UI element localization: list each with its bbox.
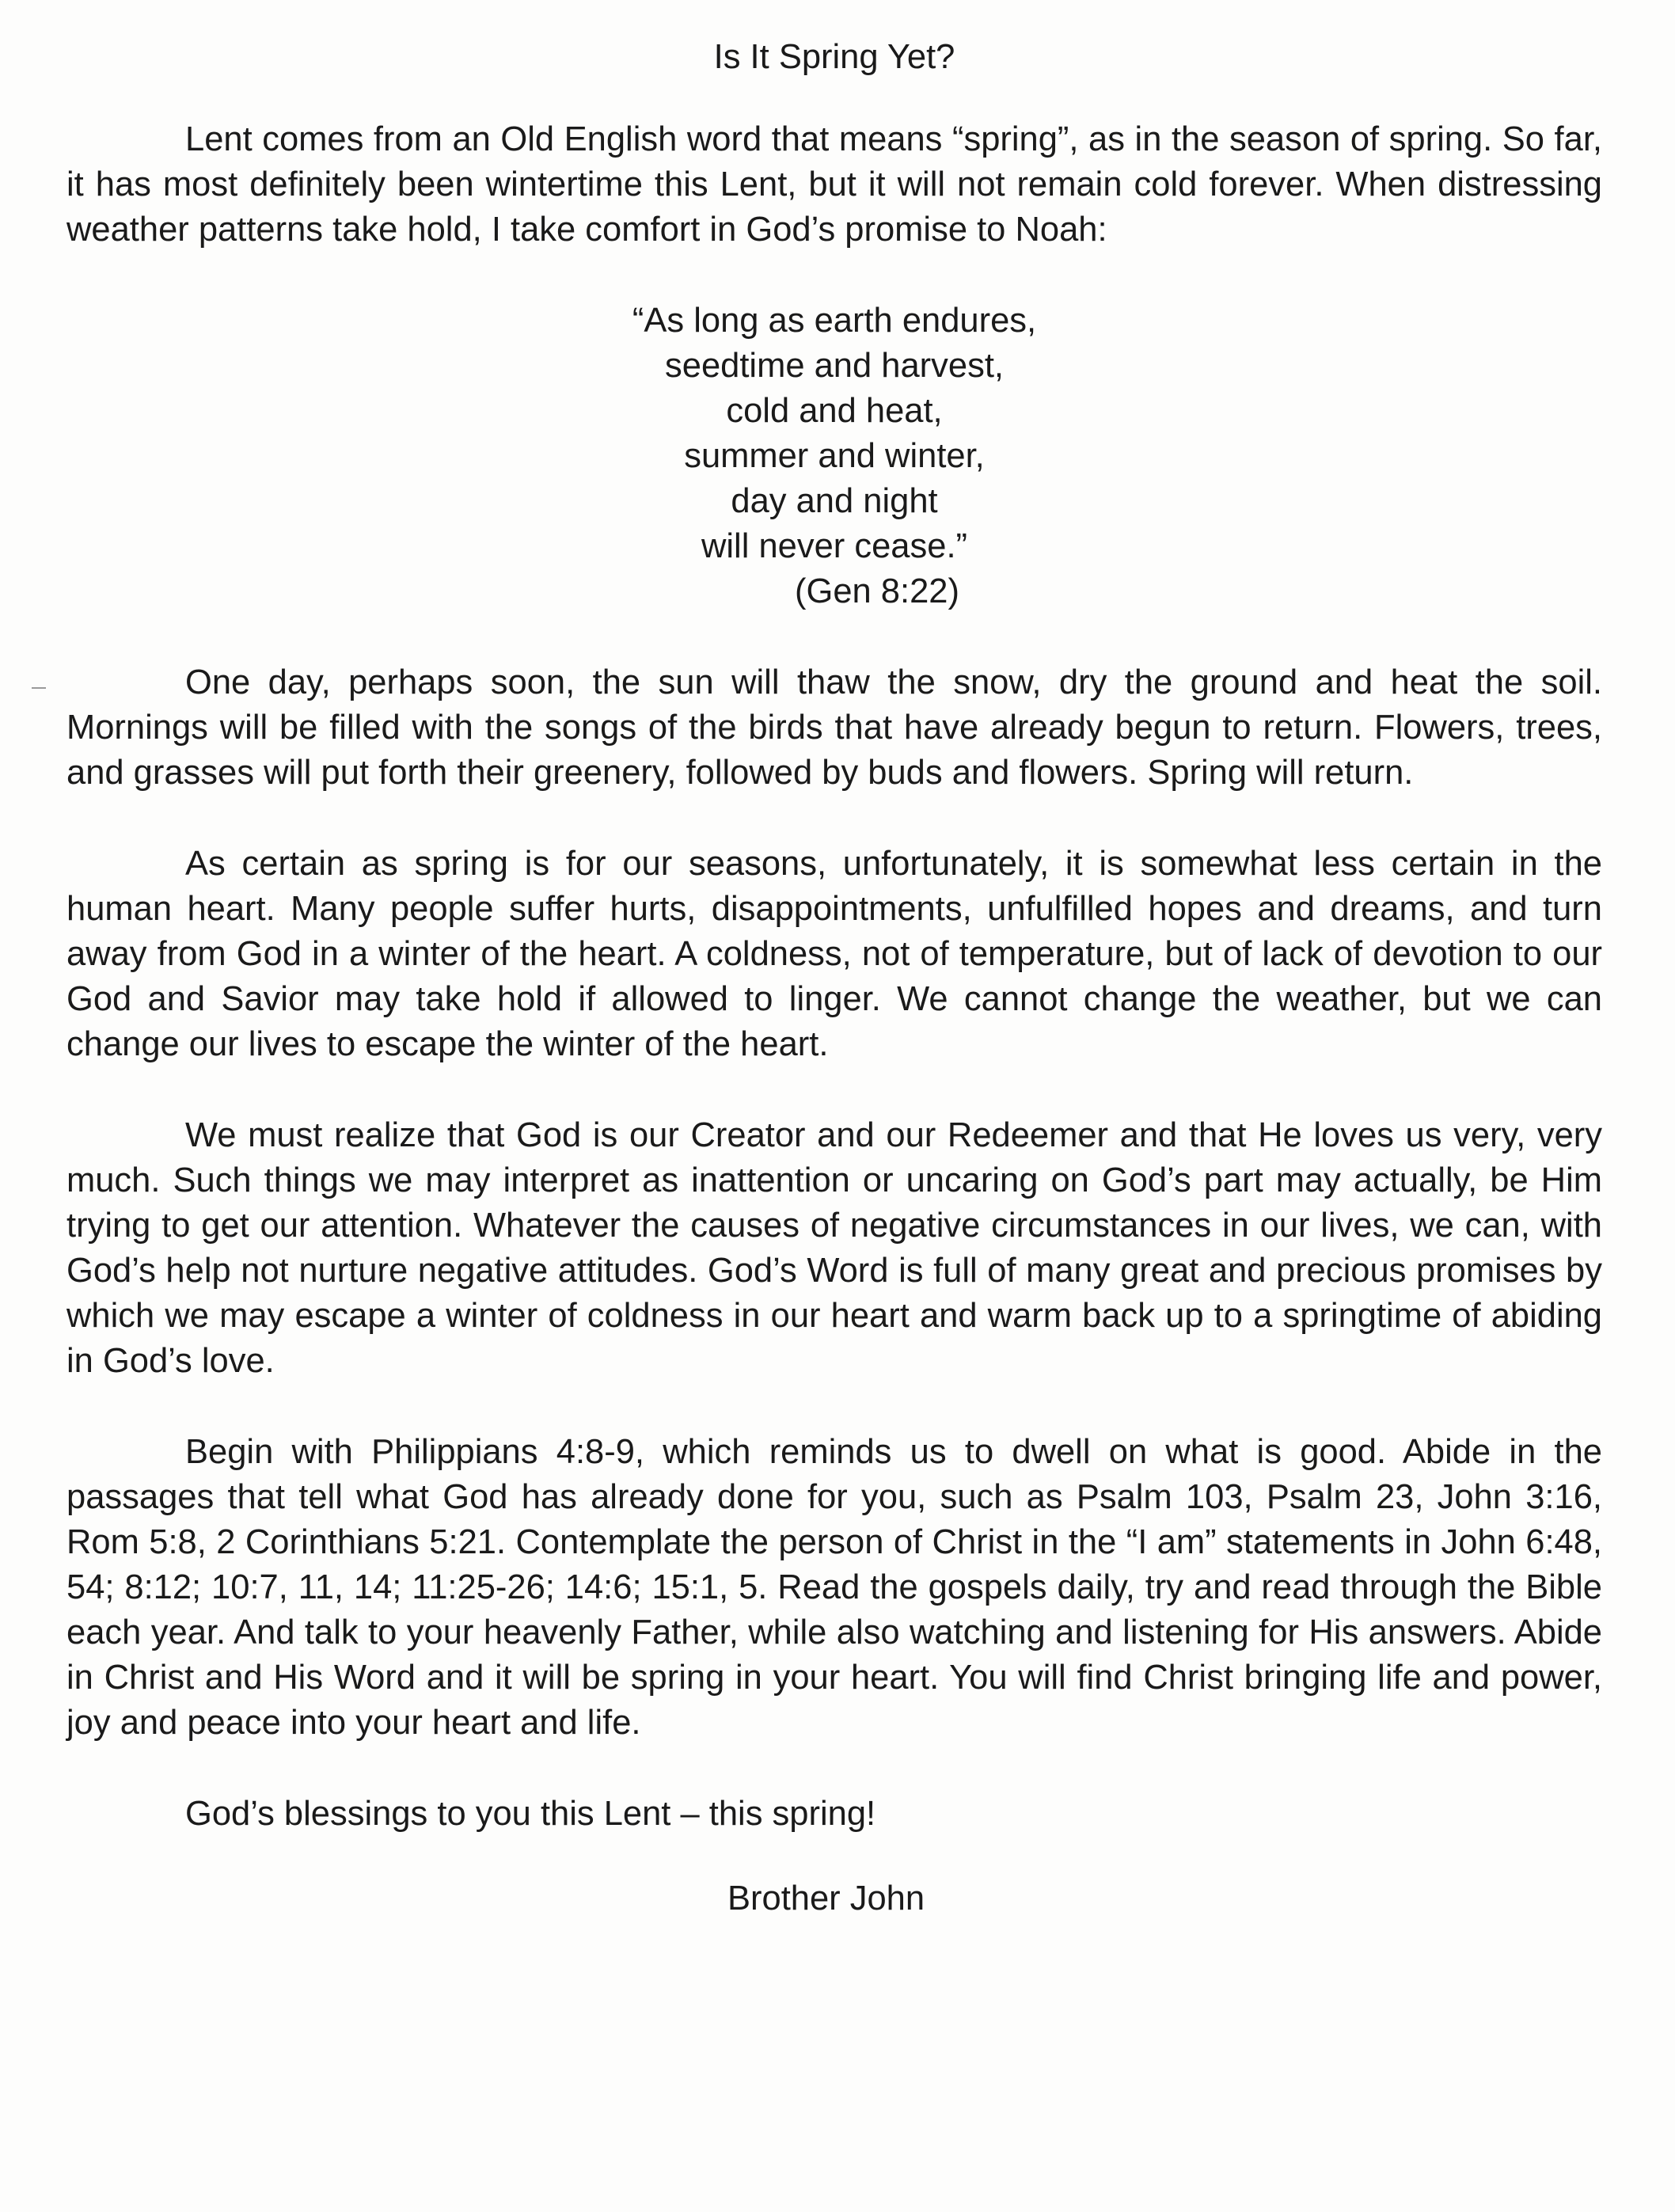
scan-mark <box>32 687 46 689</box>
page-title: Is It Spring Yet? <box>713 38 955 76</box>
body-paragraph: One day, perhaps soon, the sun will thaw the snow, dry the ground and heat the soil. Mornings will be filled with the songs of the birds that have already begun to return. Flowers, trees, and grasses will put forth their greenery, followed by buds and flowers. Spring will return. <box>66 663 1602 792</box>
letter-body <box>66 35 1602 1921</box>
quote-line: cold and heat, <box>726 392 943 430</box>
quote-line: seedtime and harvest, <box>665 347 1004 385</box>
quote-line: “As long as earth endures, <box>632 302 1037 340</box>
quote-line: summer and winter, <box>684 437 985 475</box>
signature: Brother John <box>727 1879 925 1917</box>
intro-paragraph: Lent comes from an Old English word that means “spring”, as in the season of spring. So far, it has most definitely been wintertime this Lent, but it will not remain cold forever. When distressing weather patterns take hold, I take comfort in God’s promise to Noah: <box>66 120 1602 249</box>
scripture-quote <box>66 298 1602 614</box>
quote-line: will never cease.” <box>701 527 968 565</box>
quote-line: day and night <box>731 482 938 520</box>
closing-line: God’s blessings to you this Lent – this spring! <box>185 1795 876 1833</box>
body-paragraph: As certain as spring is for our seasons, unfortunately, it is somewhat less certain in the human heart. Many people suffer hurts, disappointments, unfulfilled hopes and dreams, and turn away from God in a winter of the heart. A coldness, not of temperature, but of lack of devotion to our God and Savior may take hold if allowed to linger. We cannot change the weather, but we can change our lives to escape the winter of the heart. <box>66 845 1602 1063</box>
body-paragraph: Begin with Philippians 4:8-9, which reminds us to dwell on what is good. Abide in the passages that tell what God has already done for you, such as Psalm 103, Psalm 23, John 3:16, Rom 5:8, 2 Corinthians 5:21. Contemplate the person of Christ in the “I am” statements in John 6:48, 54; 8:12; 10:7, 11, 14; 11:25-26; 14:6; 15:1, 5. Read the gospels daily, try and read through the Bible each year. And talk to your heavenly Father, while also watching and listening for His answers. Abide in Christ and His Word and it will be spring in your heart. You will find Christ bringing life and power, joy and peace into your heart and life. <box>66 1433 1602 1742</box>
scripture-citation: (Gen 8:22) <box>795 572 959 610</box>
body-paragraph: We must realize that God is our Creator and our Redeemer and that He loves us very, very much. Such things we may interpret as inattention or uncaring on God’s part may actually, be Him trying to get our attention. Whatever the causes of negative circumstances in our lives, we can, with God’s help not nurture negative attitudes. God’s Word is full of many great and precious promises by which we may escape a winter of coldness in our heart and warm back up to a springtime of abiding in God’s love. <box>66 1116 1602 1380</box>
